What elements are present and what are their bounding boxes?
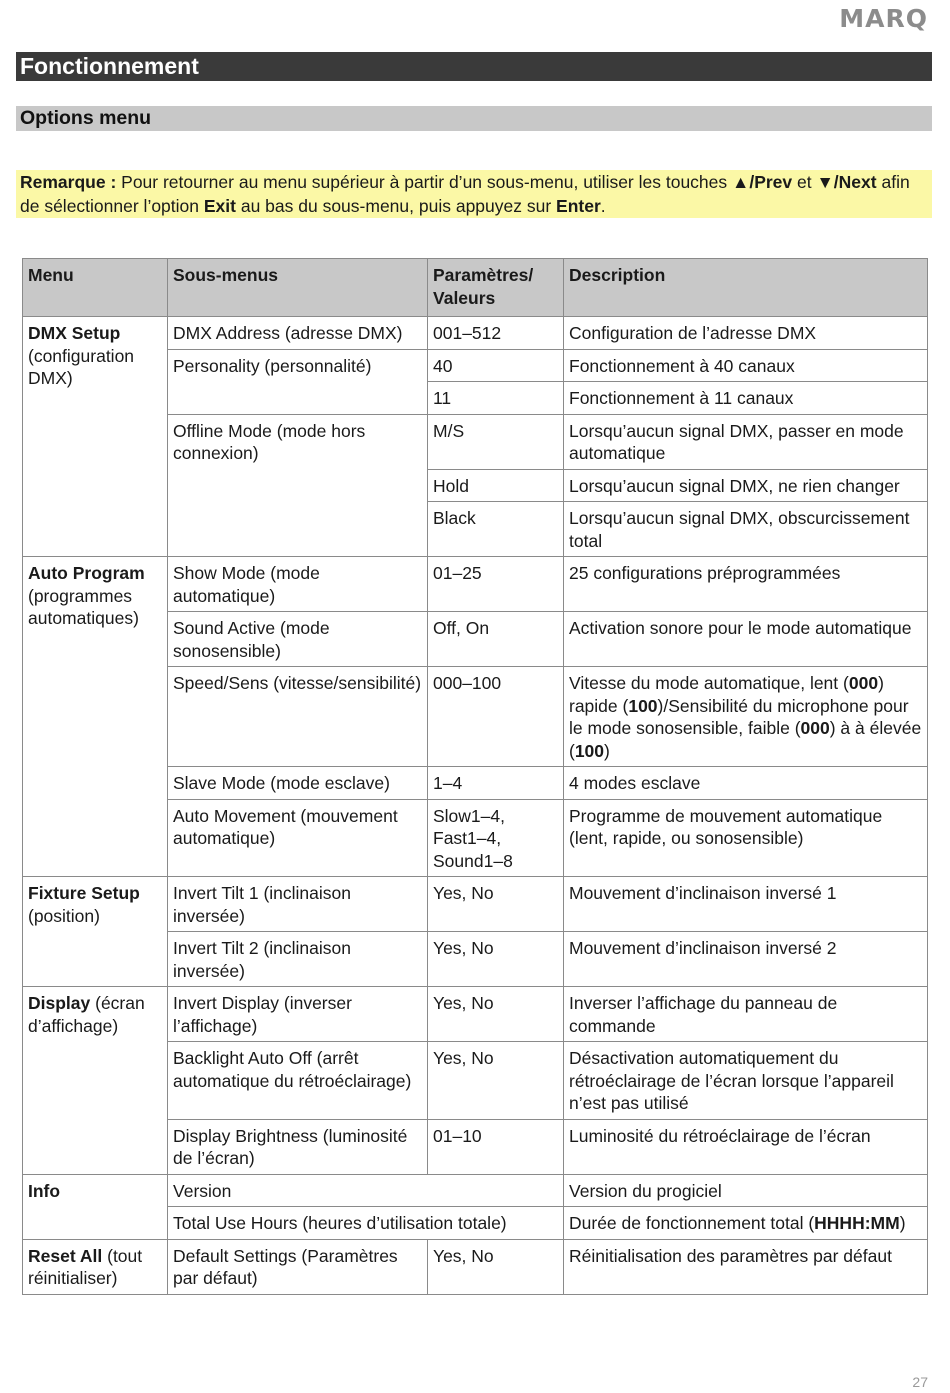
desc-value: HHHH:MM [814, 1213, 900, 1233]
note-text: afin de sélectionner l’option [20, 172, 910, 216]
value-cell: Hold [428, 469, 564, 502]
submenu-cell: Personality (personnalité) [168, 349, 428, 414]
value-cell: Yes, No [428, 1239, 564, 1294]
submenu-cell: Auto Movement (mouvement automatique) [168, 799, 428, 877]
table-row [23, 1239, 928, 1294]
menu-name: Display [28, 993, 91, 1013]
description-cell: Désactivation automatiquement du rétroéclairage de l’écran lorsque l’appareil n’est pas utilisé [564, 1042, 928, 1120]
header-description: Description [564, 259, 928, 317]
value-cell: Yes, No [428, 1042, 564, 1120]
desc-value: 100 [628, 695, 658, 716]
note-text: et [792, 172, 817, 192]
header-menu: Menu [23, 259, 168, 317]
description-cell [564, 667, 928, 767]
description-cell: Fonctionnement à 40 canaux [564, 349, 928, 382]
menu-subtitle: (écran d’affichage) [28, 993, 145, 1036]
submenu-cell: Offline Mode (mode hors connexion) [168, 414, 428, 557]
description-cell: Version du progiciel [564, 1174, 928, 1207]
menu-reset-all [23, 1239, 168, 1294]
value-cell: 1–4 [428, 767, 564, 800]
description-cell: Luminosité du rétroéclairage de l’écran [564, 1119, 928, 1174]
description-cell: Fonctionnement à 11 canaux [564, 382, 928, 415]
menu-name: Info [28, 1180, 61, 1201]
subsection-title: Options menu [16, 106, 932, 131]
section-title: Fonctionnement [16, 52, 932, 81]
submenu-cell: Show Mode (mode automatique) [168, 557, 428, 612]
submenu-cell: Slave Mode (mode esclave) [168, 767, 428, 800]
value-cell: 11 [428, 382, 564, 415]
desc-text: Vitesse du mode automatique, lent ( [569, 673, 849, 693]
submenu-cell: Invert Tilt 2 (inclinaison inversée) [168, 932, 428, 987]
note-text: . [600, 196, 606, 216]
value-cell: 001–512 [428, 317, 564, 350]
value-cell: Slow1–4, Fast1–4, Sound1–8 [428, 799, 564, 877]
value-cell: 01–25 [428, 557, 564, 612]
submenu-cell: Speed/Sens (vitesse/sensibilité) [168, 667, 428, 767]
note-down-key: ▼/Next [816, 172, 877, 192]
note-label: Remarque : [20, 172, 117, 192]
description-cell: Réinitialisation des paramètres par défaut [564, 1239, 928, 1294]
desc-text: )/Sensibilité du microphone pour le mode sonosensible, faible ( [569, 695, 909, 738]
page-number: 27 [912, 1374, 928, 1390]
table-row [23, 317, 928, 350]
description-cell: Mouvement d’inclinaison inversé 2 [564, 932, 928, 987]
description-cell: Configuration de l’adresse DMX [564, 317, 928, 350]
header-values: Paramètres/ Valeurs [428, 259, 564, 317]
submenu-cell: Invert Tilt 1 (inclinaison inversée) [168, 877, 428, 932]
note-enter: Enter [556, 196, 601, 216]
menu-name: DMX Setup [28, 323, 121, 343]
table-header-row [23, 259, 928, 317]
value-cell: Yes, No [428, 877, 564, 932]
note-exit: Exit [203, 196, 236, 216]
desc-value: 100 [574, 740, 605, 761]
description-cell: Lorsqu’aucun signal DMX, obscurcissement total [564, 502, 928, 557]
note-text: Pour retourner au menu supérieur à partir d’un sous-menu, utiliser les touches [116, 172, 733, 192]
description-cell: Programme de mouvement automatique (lent, rapide, ou sonosensible) [564, 799, 928, 877]
desc-text: ) [899, 1213, 906, 1233]
header-submenus: Sous-menus [168, 259, 428, 317]
value-cell: Off, On [428, 612, 564, 667]
submenu-cell: Invert Display (inverser l’affichage) [168, 987, 428, 1042]
value-cell: 40 [428, 349, 564, 382]
options-menu-table [22, 258, 928, 1295]
menu-name: Auto Program [28, 563, 145, 583]
desc-text: ) [604, 740, 610, 761]
table-row [23, 557, 928, 612]
description-cell: Activation sonore pour le mode automatique [564, 612, 928, 667]
menu-fixture-setup [23, 877, 168, 987]
submenu-cell: Default Settings (Paramètres par défaut) [168, 1239, 428, 1294]
description-cell: Mouvement d’inclinaison inversé 1 [564, 877, 928, 932]
value-cell: 01–10 [428, 1119, 564, 1174]
submenu-cell: Version [168, 1174, 564, 1207]
value-cell: Black [428, 502, 564, 557]
submenu-cell: DMX Address (adresse DMX) [168, 317, 428, 350]
menu-subtitle: (tout réinitialiser) [28, 1245, 143, 1288]
note-up-key: ▲/Prev [732, 172, 793, 192]
description-cell [564, 1207, 928, 1240]
submenu-cell: Total Use Hours (heures d’utilisation totale) [168, 1207, 564, 1240]
description-cell: Lorsqu’aucun signal DMX, ne rien changer [564, 469, 928, 502]
menu-name: Reset All [28, 1245, 103, 1266]
brand-logo: MARQ [839, 4, 928, 33]
table-row [23, 1174, 928, 1207]
menu-subtitle: (position) [28, 905, 100, 926]
note-box [16, 170, 932, 218]
value-cell: Yes, No [428, 987, 564, 1042]
value-cell: M/S [428, 414, 564, 469]
table-row [23, 987, 928, 1042]
submenu-cell: Backlight Auto Off (arrêt automatique du rétroéclairage) [168, 1042, 428, 1120]
desc-value: 000 [848, 673, 879, 693]
menu-dmx-setup [23, 317, 168, 557]
menu-subtitle: (programmes automatiques) [28, 585, 139, 628]
submenu-cell: Sound Active (mode sonosensible) [168, 612, 428, 667]
description-cell: 4 modes esclave [564, 767, 928, 800]
desc-text: Durée de fonctionnement total ( [569, 1213, 815, 1233]
submenu-cell: Display Brightness (luminosité de l’écran) [168, 1119, 428, 1174]
desc-text: ) rapide ( [569, 673, 884, 716]
description-cell: 25 configurations préprogrammées [564, 557, 928, 612]
desc-text: ) à à élevée ( [569, 718, 922, 761]
desc-value: 000 [800, 718, 830, 738]
menu-auto-program [23, 557, 168, 877]
menu-display [23, 987, 168, 1175]
description-cell: Lorsqu’aucun signal DMX, passer en mode automatique [564, 414, 928, 469]
menu-subtitle: (configuration DMX) [28, 345, 135, 388]
menu-info [23, 1174, 168, 1239]
note-text: au bas du sous-menu, puis appuyez sur [235, 196, 557, 216]
value-cell: 000–100 [428, 667, 564, 767]
menu-name: Fixture Setup [28, 883, 140, 903]
description-cell: Inverser l’affichage du panneau de commande [564, 987, 928, 1042]
table-row [23, 877, 928, 932]
value-cell: Yes, No [428, 932, 564, 987]
